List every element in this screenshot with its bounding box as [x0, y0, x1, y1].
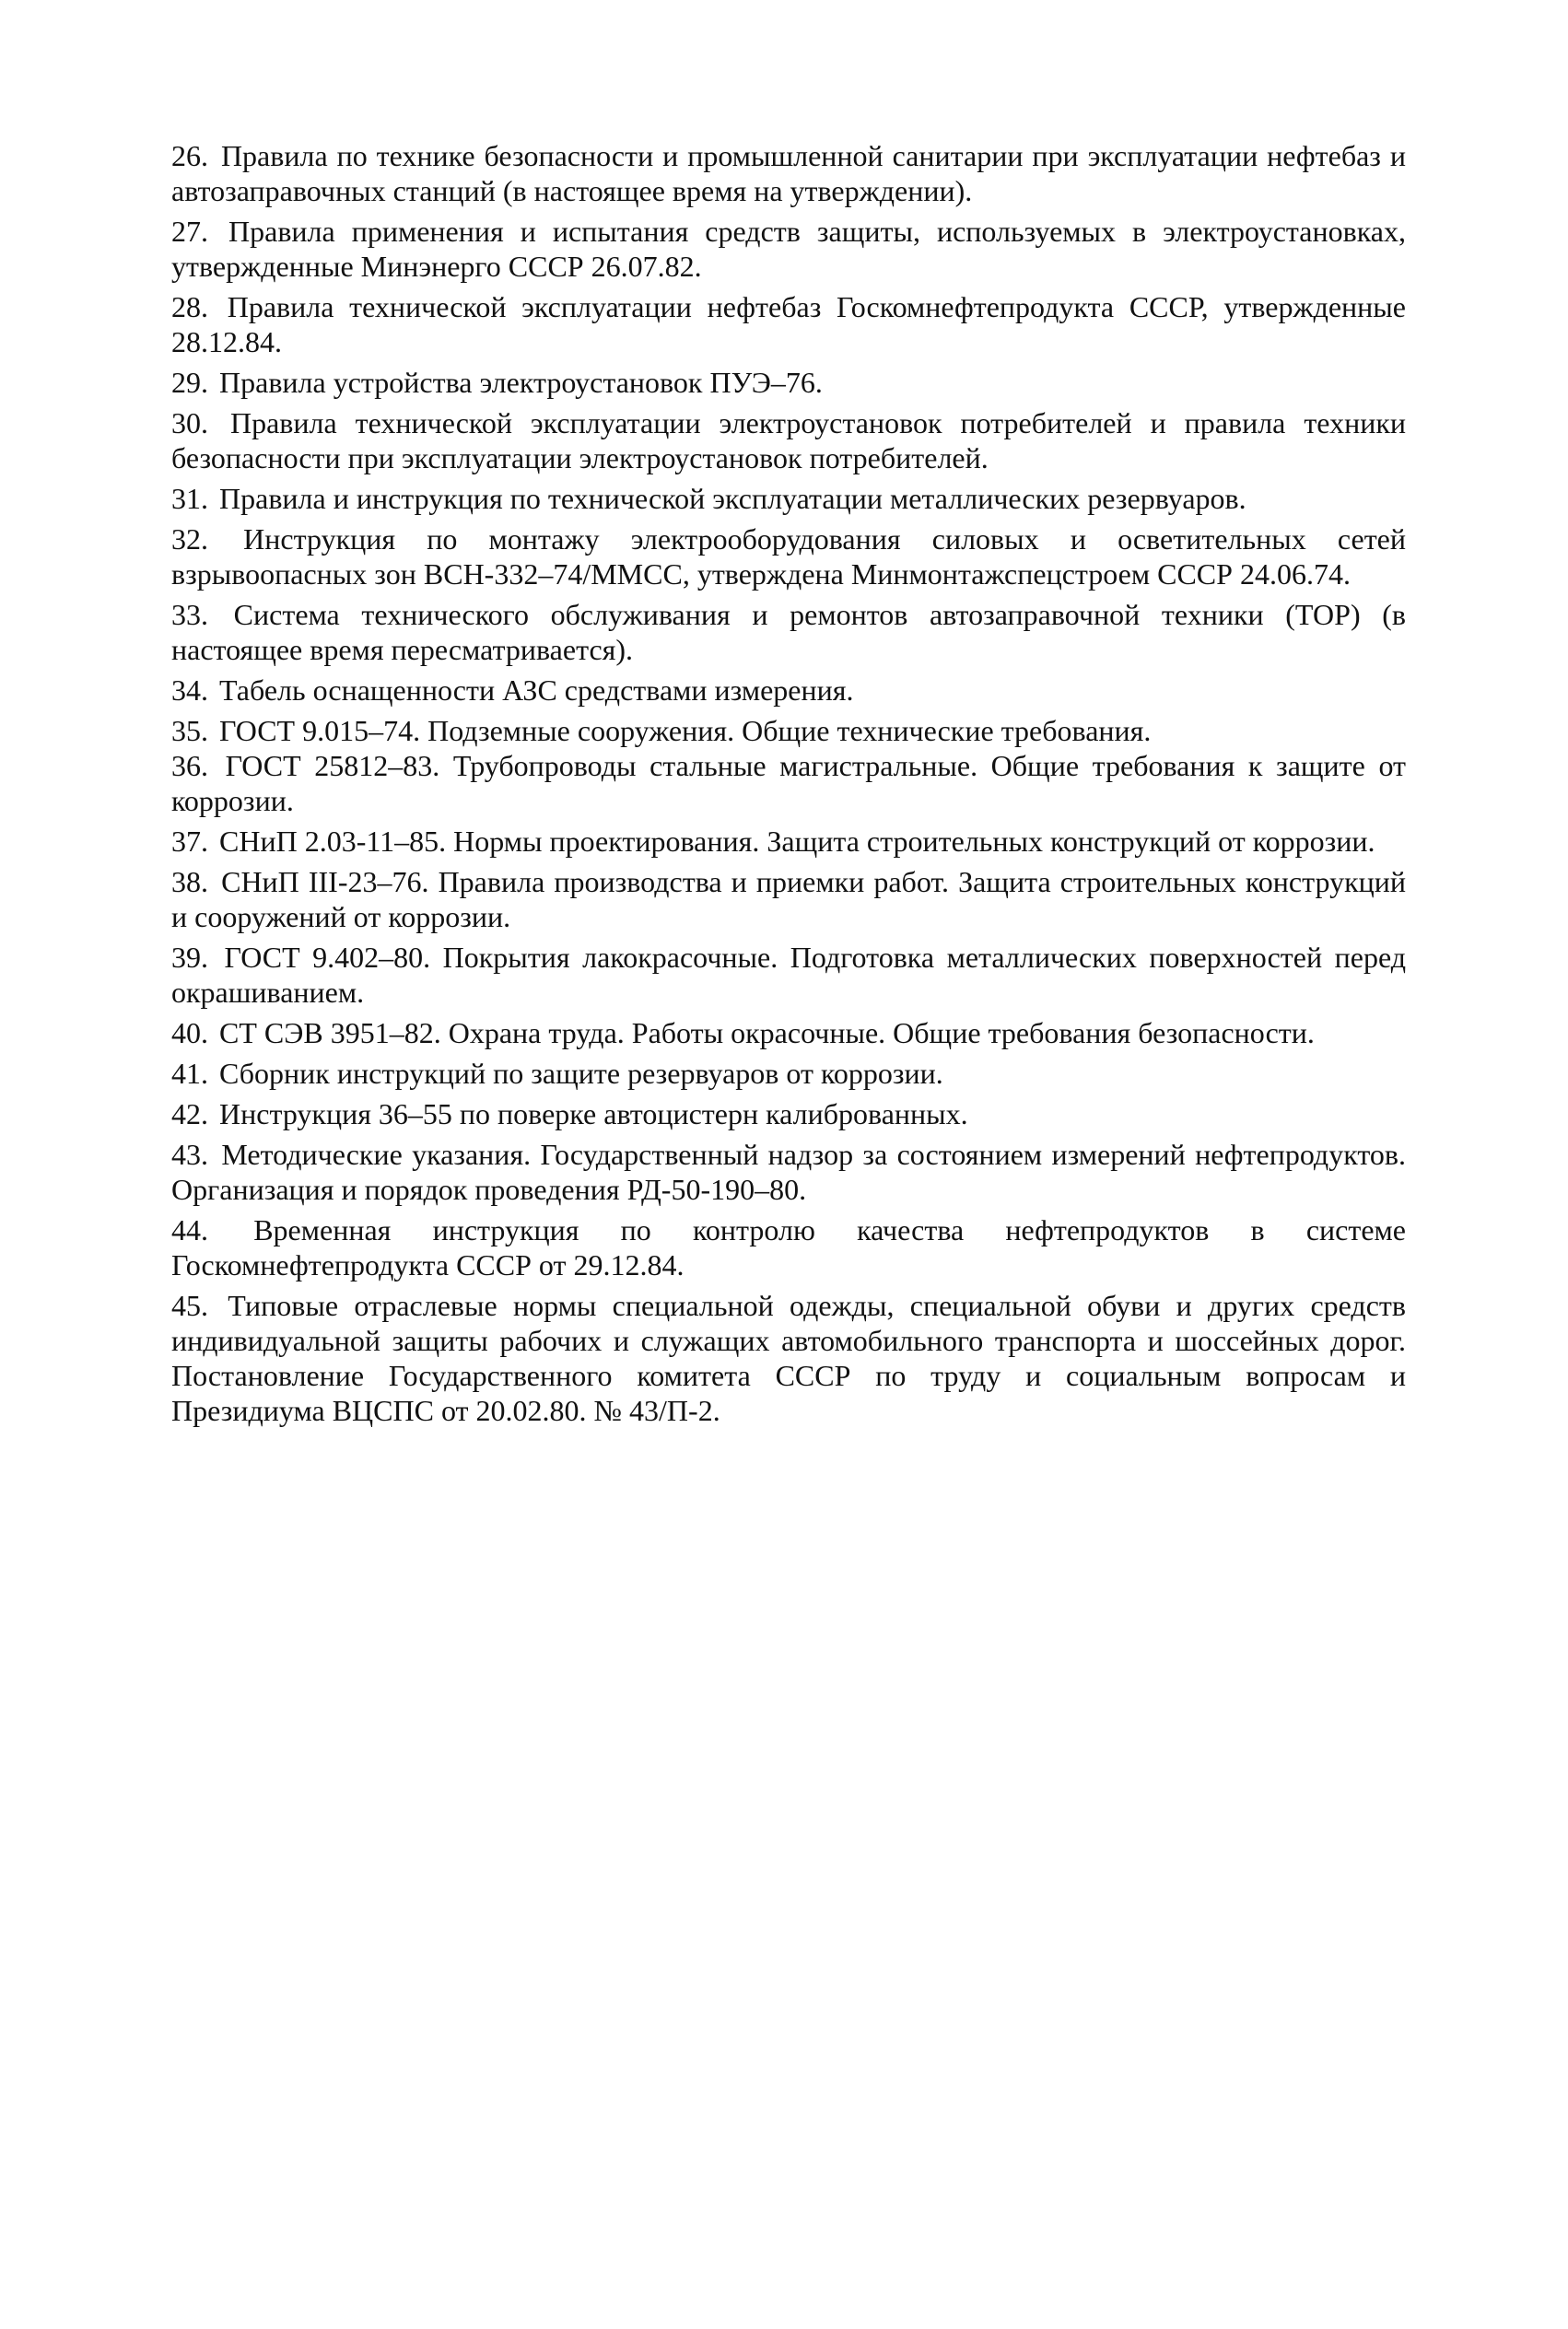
- reference-item-34: [171, 673, 1406, 708]
- item-text: Табель оснащенности АЗС средствами измерения.: [219, 673, 854, 707]
- item-text: Правила и инструкция по технической эксплуатации металлических резервуаров.: [219, 482, 1246, 515]
- item-text: Правила технической эксплуатации электроустановок потребителей и правила техники безопасности при эксплуатации электроустановок потребителей.: [171, 406, 1407, 474]
- item-text: Инструкция по монтажу электрооборудования силовых и осветительных сетей взрывоопасных зон ВСН-332–74/ММСС, утверждена Минмонтажспецстроем СССР 24.06.74.: [171, 522, 1407, 591]
- item-number: 28.: [171, 290, 208, 323]
- reference-item-37: [171, 824, 1406, 859]
- item-number: 30.: [171, 406, 208, 439]
- item-text: Правила технической эксплуатации нефтебаз Госкомнефтепродукта СССР, утвержденные 28.12.84.: [171, 290, 1407, 358]
- item-number: 43.: [171, 1138, 208, 1171]
- reference-item-31: [171, 481, 1406, 516]
- item-number: 35.: [171, 714, 208, 747]
- item-number: 39.: [171, 941, 208, 974]
- item-text: ГОСТ 25812–83. Трубопроводы стальные магистральные. Общие требования к защите от коррозии.: [171, 749, 1407, 817]
- item-text: Система технического обслуживания и ремонтов автозаправочной техники (ТОР) (в настоящее время пересматривается).: [171, 598, 1407, 666]
- item-text: Правила устройства электроустановок ПУЭ–76.: [219, 366, 823, 399]
- item-text: СНиП 2.03-11–85. Нормы проектирования. Защита строительных конструкций от коррозии.: [219, 825, 1375, 858]
- item-text: ГОСТ 9.015–74. Подземные сооружения. Общие технические требования.: [219, 714, 1152, 747]
- reference-list: [171, 138, 1406, 1434]
- item-text: Методические указания. Государственный надзор за состоянием измерений нефтепродуктов. Организация и порядок проведения РД-50-190–80.: [171, 1138, 1407, 1206]
- item-text: ГОСТ 9.402–80. Покрытия лакокрасочные. Подготовка металлических поверхностей перед окрашиванием.: [171, 941, 1407, 1009]
- reference-item-26: [171, 138, 1406, 208]
- item-text: Правила по технике безопасности и промышленной санитарии при эксплуатации нефтебаз и автозаправочных станций (в настоящее время на утверждении).: [171, 139, 1407, 207]
- reference-item-36: [171, 748, 1406, 818]
- reference-item-29: [171, 365, 1406, 400]
- item-number: 41.: [171, 1057, 208, 1090]
- reference-item-39: [171, 940, 1406, 1010]
- item-number: 38.: [171, 865, 208, 898]
- item-text: Типовые отраслевые нормы специальной одежды, специальной обуви и других средств индивидуальной защиты рабочих и служащих автомобильного транспорта и шоссейных дорог. Постановление Государственного комитета СССР по труду и социальным вопросам и Президиума ВЦСПС от 20.02.80. № 43/П-2.: [171, 1289, 1407, 1427]
- item-text: Правила применения и испытания средств защиты, используемых в электроустановках, утвержденные Минэнерго СССР 26.07.82.: [171, 215, 1407, 283]
- reference-item-40: [171, 1015, 1406, 1050]
- item-number: 44.: [171, 1213, 208, 1246]
- reference-item-45: [171, 1288, 1406, 1428]
- item-number: 33.: [171, 598, 208, 631]
- reference-item-35: [171, 713, 1406, 748]
- reference-item-38: [171, 864, 1406, 934]
- item-number: 26.: [171, 139, 208, 172]
- item-text: СТ СЭВ 3951–82. Охрана труда. Работы окрасочные. Общие требования безопасности.: [219, 1016, 1315, 1049]
- item-number: 32.: [171, 522, 208, 556]
- item-number: 31.: [171, 482, 208, 515]
- reference-item-41: [171, 1056, 1406, 1091]
- reference-item-28: [171, 289, 1406, 359]
- item-number: 42.: [171, 1097, 208, 1130]
- item-text: Инструкция 36–55 по поверке автоцистерн калиброванных.: [219, 1097, 968, 1130]
- reference-item-33: [171, 597, 1406, 667]
- reference-item-32: [171, 521, 1406, 591]
- item-number: 37.: [171, 825, 208, 858]
- reference-item-44: [171, 1212, 1406, 1282]
- item-number: 34.: [171, 673, 208, 707]
- item-number: 29.: [171, 366, 208, 399]
- item-number: 40.: [171, 1016, 208, 1049]
- item-number: 45.: [171, 1289, 208, 1322]
- reference-item-27: [171, 214, 1406, 284]
- reference-item-43: [171, 1137, 1406, 1207]
- item-text: СНиП III-23–76. Правила производства и приемки работ. Защита строительных конструкций и сооружений от коррозии.: [171, 865, 1407, 933]
- item-text: Временная инструкция по контролю качества нефтепродуктов в системе Госкомнефтепродукта СССР от 29.12.84.: [171, 1213, 1407, 1282]
- item-number: 27.: [171, 215, 208, 248]
- item-text: Сборник инструкций по защите резервуаров от коррозии.: [219, 1057, 943, 1090]
- item-number: 36.: [171, 749, 208, 782]
- reference-item-42: [171, 1096, 1406, 1131]
- reference-item-30: [171, 405, 1406, 475]
